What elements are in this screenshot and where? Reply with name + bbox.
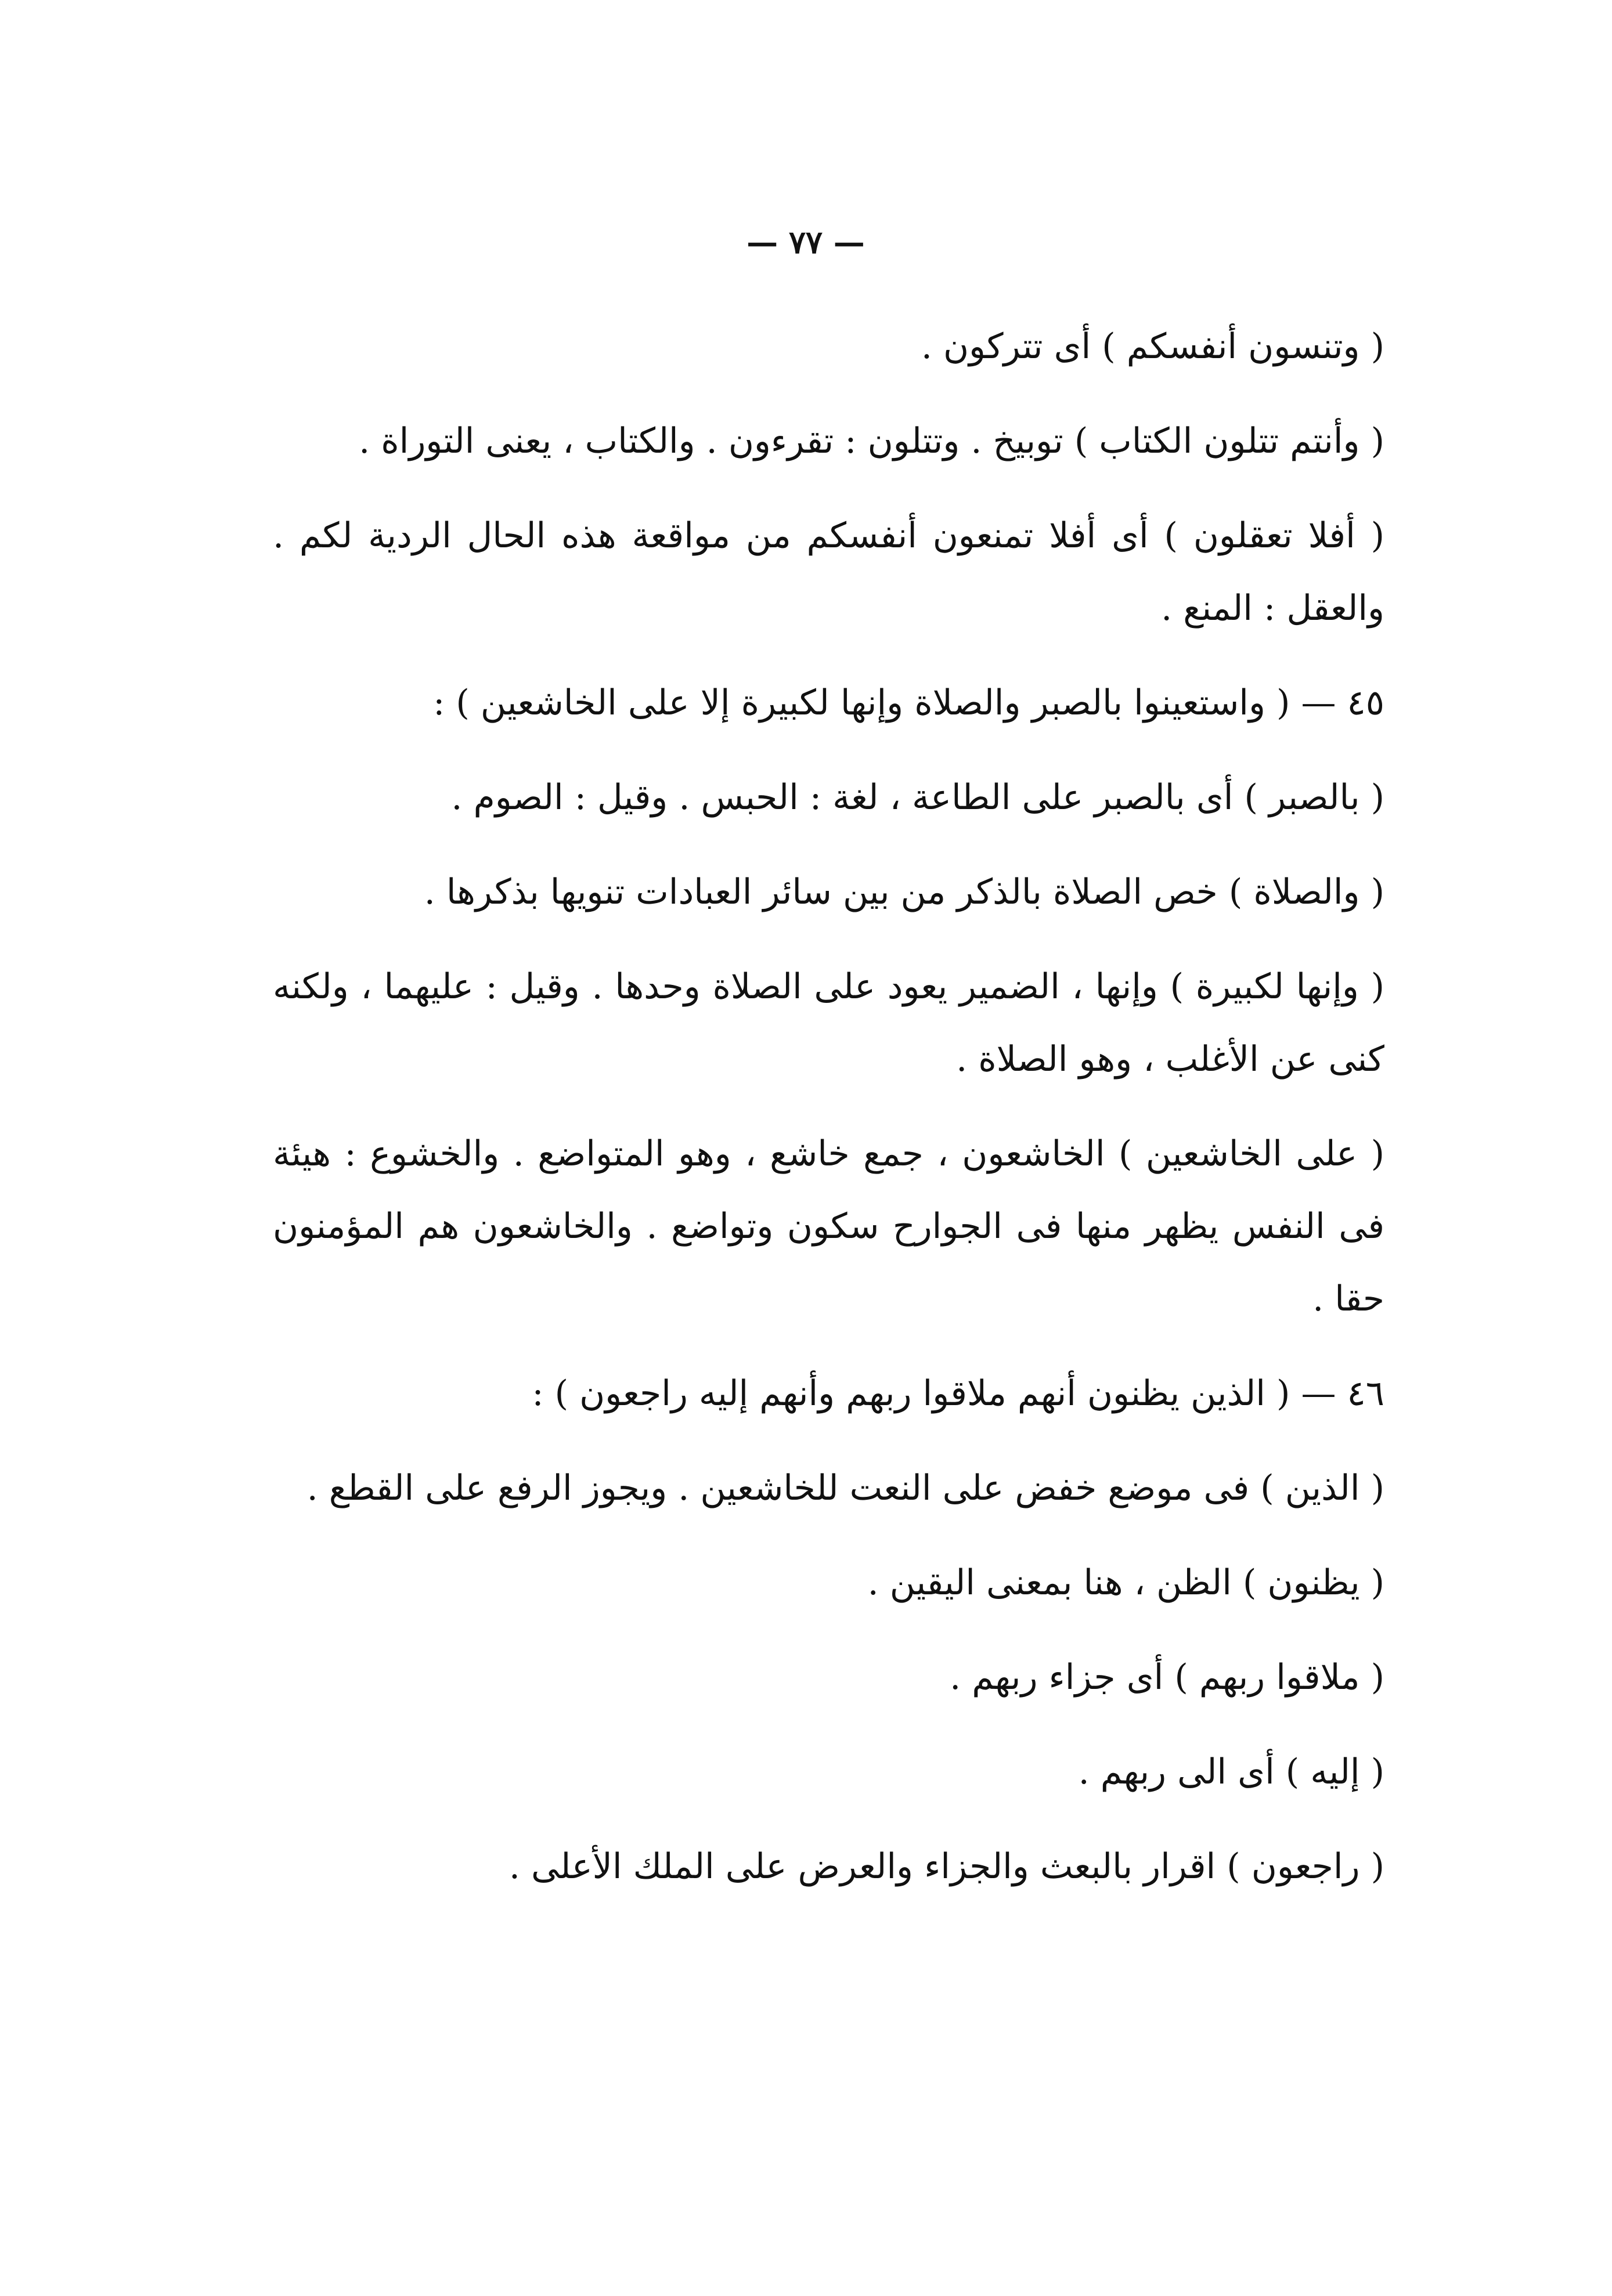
paragraph: ( وإنها لكبيرة ) وإنها ، الضمير يعود على الصلاة وحدها . وقيل : عليهما ، ولكنه كنى عن الأغلب ، وهو الصلاة . xyxy=(273,966,1384,1080)
paragraph: ( إليه ) أى الى ربهم . xyxy=(1078,1752,1384,1792)
paragraph: ( وأنتم تتلون الكتاب ) توبيخ . وتتلون : تقرءون . والكتاب ، يعنى التوراة . xyxy=(359,421,1384,461)
paragraph: ( والصلاة ) خص الصلاة بالذكر من بين سائر العبادات تنويها بذكرها . xyxy=(424,872,1384,912)
paragraph: ( يظنون ) الظن ، هنا بمعنى اليقين . xyxy=(867,1562,1384,1603)
verse-heading: ٤٥ — ( واستعينوا بالصبر والصلاة وإنها لكبيرة إلا على الخاشعين ) : xyxy=(433,683,1384,723)
paragraph: ( أفلا تعقلون ) أى أفلا تمنعون أنفسكم من مواقعة هذه الحال الردية لكم . والعقل : المنع . xyxy=(273,515,1385,629)
page-body xyxy=(273,311,1384,1925)
paragraph: ( على الخاشعين ) الخاشعون ، جمع خاشع ، وهو المتواضع . والخشوع : هيئة فى النفس يظهر منها فى الجوارح سكون وتواضع . والخاشعون هم المؤمنون حقا . xyxy=(273,1133,1384,1319)
paragraph: ( راجعون ) اقرار بالبعث والجزاء والعرض على الملك الأعلى . xyxy=(509,1846,1384,1887)
paragraph: ( الذين ) فى موضع خفض على النعت للخاشعين . ويجوز الرفع على القطع . xyxy=(306,1468,1384,1508)
page-number: — ٧٧ — xyxy=(747,223,865,261)
verse-heading: ٤٦ — ( الذين يظنون أنهم ملاقوا ربهم وأنهم إليه راجعون ) : xyxy=(532,1373,1384,1414)
paragraph: ( وتنسون أنفسكم ) أى تتركون . xyxy=(921,326,1384,367)
paragraph: ( بالصبر ) أى بالصبر على الطاعة ، لغة : الحبس . وقيل : الصوم . xyxy=(451,777,1384,818)
paragraph: ( ملاقوا ربهم ) أى جزاء ربهم . xyxy=(950,1657,1384,1698)
